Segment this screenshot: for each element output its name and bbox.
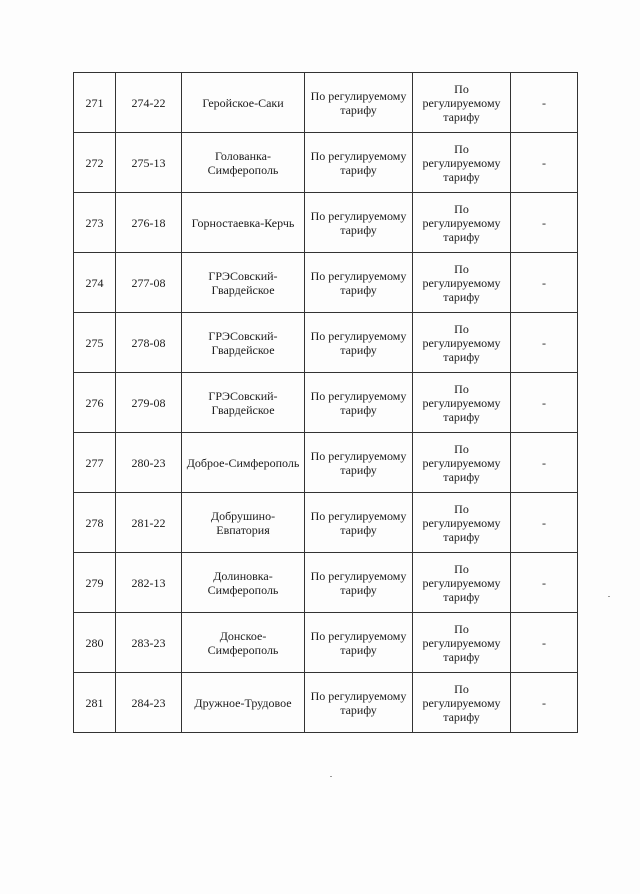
note-cell: -: [511, 133, 578, 193]
table-row: [74, 73, 578, 133]
route-name-cell: ГРЭСовский-Гвардейское: [182, 313, 305, 373]
tariff-cell: По регулируемому тарифу: [305, 313, 413, 373]
note-cell: -: [511, 673, 578, 733]
table-row: [74, 373, 578, 433]
row-number-cell: 277: [74, 433, 116, 493]
row-number-cell: 280: [74, 613, 116, 673]
row-number-cell: 271: [74, 73, 116, 133]
note-cell: -: [511, 553, 578, 613]
tariff-cell: По регулируемому тарифу: [413, 253, 511, 313]
table-row: [74, 133, 578, 193]
note-cell: -: [511, 193, 578, 253]
tariff-cell: По регулируемому тарифу: [305, 373, 413, 433]
scan-speck: [608, 596, 610, 597]
route-code-cell: 284-23: [116, 673, 182, 733]
tariff-cell: По регулируемому тарифу: [305, 133, 413, 193]
tariff-cell: По регулируемому тарифу: [305, 613, 413, 673]
note-cell: -: [511, 313, 578, 373]
row-number-cell: 278: [74, 493, 116, 553]
table-row: [74, 673, 578, 733]
tariff-cell: По регулируемому тарифу: [413, 73, 511, 133]
note-cell: -: [511, 373, 578, 433]
row-number-cell: 276: [74, 373, 116, 433]
route-code-cell: 274-22: [116, 73, 182, 133]
table-row: [74, 313, 578, 373]
note-cell: -: [511, 613, 578, 673]
tariff-cell: По регулируемому тарифу: [305, 253, 413, 313]
route-code-cell: 277-08: [116, 253, 182, 313]
routes-table: [73, 72, 578, 733]
row-number-cell: 275: [74, 313, 116, 373]
scan-speck: [330, 776, 332, 777]
tariff-cell: По регулируемому тарифу: [413, 133, 511, 193]
route-name-cell: ГРЭСовский-Гвардейское: [182, 373, 305, 433]
route-name-cell: Долиновка-Симферополь: [182, 553, 305, 613]
route-code-cell: 283-23: [116, 613, 182, 673]
route-code-cell: 278-08: [116, 313, 182, 373]
route-name-cell: Доброе-Симферополь: [182, 433, 305, 493]
note-cell: -: [511, 433, 578, 493]
tariff-cell: По регулируемому тарифу: [305, 553, 413, 613]
table-row: [74, 493, 578, 553]
route-name-cell: Добрушино-Евпатория: [182, 493, 305, 553]
note-cell: -: [511, 493, 578, 553]
tariff-cell: По регулируемому тарифу: [305, 433, 413, 493]
tariff-cell: По регулируемому тарифу: [413, 493, 511, 553]
row-number-cell: 281: [74, 673, 116, 733]
row-number-cell: 273: [74, 193, 116, 253]
route-code-cell: 282-13: [116, 553, 182, 613]
tariff-cell: По регулируемому тарифу: [413, 373, 511, 433]
route-name-cell: ГРЭСовский-Гвардейское: [182, 253, 305, 313]
tariff-cell: По регулируемому тарифу: [305, 73, 413, 133]
note-cell: -: [511, 253, 578, 313]
route-name-cell: Геройское-Саки: [182, 73, 305, 133]
table-row: [74, 613, 578, 673]
row-number-cell: 272: [74, 133, 116, 193]
table-row: [74, 193, 578, 253]
route-name-cell: Горностаевка-Керчь: [182, 193, 305, 253]
route-code-cell: 275-13: [116, 133, 182, 193]
row-number-cell: 279: [74, 553, 116, 613]
tariff-cell: По регулируемому тарифу: [413, 193, 511, 253]
row-number-cell: 274: [74, 253, 116, 313]
tariff-cell: По регулируемому тарифу: [413, 553, 511, 613]
tariff-cell: По регулируемому тарифу: [413, 313, 511, 373]
table-row: [74, 553, 578, 613]
note-cell: -: [511, 73, 578, 133]
table-row: [74, 253, 578, 313]
route-code-cell: 276-18: [116, 193, 182, 253]
route-code-cell: 281-22: [116, 493, 182, 553]
tariff-cell: По регулируемому тарифу: [413, 433, 511, 493]
route-code-cell: 279-08: [116, 373, 182, 433]
table-row: [74, 433, 578, 493]
tariff-cell: По регулируемому тарифу: [413, 613, 511, 673]
tariff-cell: По регулируемому тарифу: [305, 193, 413, 253]
route-name-cell: Донское-Симферополь: [182, 613, 305, 673]
route-name-cell: Дружное-Трудовое: [182, 673, 305, 733]
tariff-cell: По регулируемому тарифу: [305, 493, 413, 553]
route-code-cell: 280-23: [116, 433, 182, 493]
tariff-cell: По регулируемому тарифу: [305, 673, 413, 733]
route-name-cell: Голованка-Симферополь: [182, 133, 305, 193]
tariff-cell: По регулируемому тарифу: [413, 673, 511, 733]
